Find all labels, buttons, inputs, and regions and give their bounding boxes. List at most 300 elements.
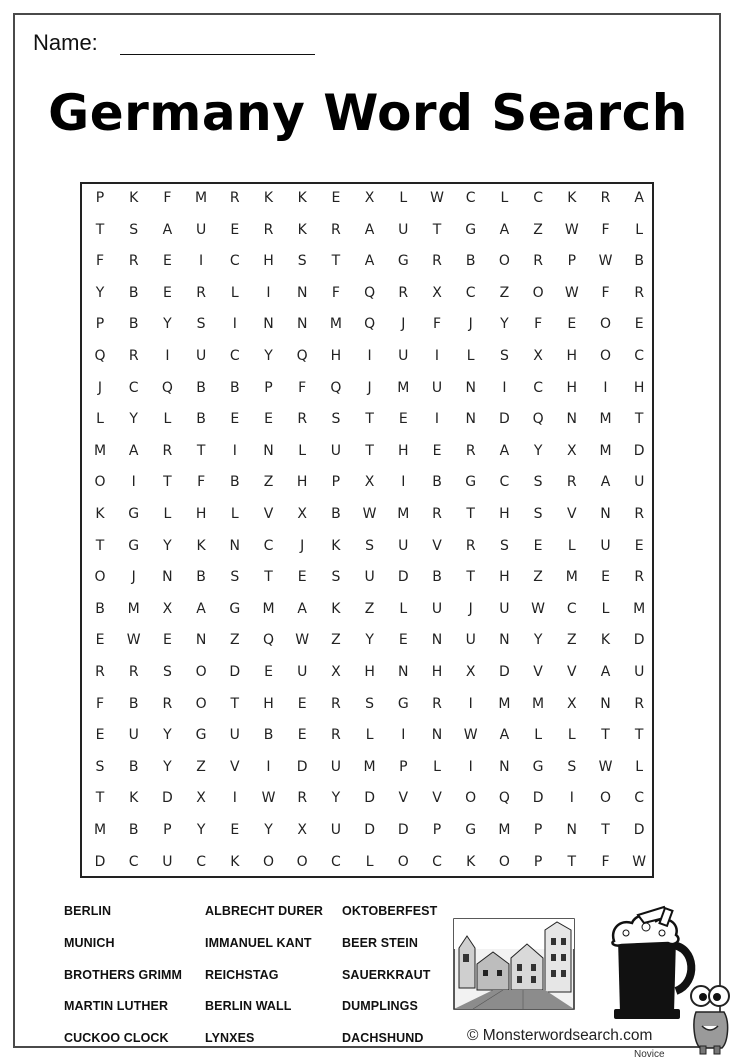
grid-letter[interactable]: Z: [567, 632, 577, 649]
grid-letter[interactable]: G: [195, 727, 207, 744]
grid-letter[interactable]: I: [569, 790, 574, 807]
grid-letter[interactable]: S: [567, 758, 577, 775]
grid-letter[interactable]: E: [230, 822, 240, 838]
grid-letter[interactable]: O: [498, 853, 510, 870]
grid-letter[interactable]: L: [635, 758, 644, 775]
grid-letter[interactable]: Y: [264, 348, 273, 364]
grid-letter[interactable]: N: [398, 664, 409, 680]
grid-letter[interactable]: I: [468, 695, 473, 712]
grid-letter[interactable]: R: [398, 284, 409, 301]
grid-letter[interactable]: V: [432, 537, 442, 554]
grid-letter[interactable]: O: [532, 284, 544, 301]
grid-letter[interactable]: H: [263, 695, 274, 712]
grid-letter[interactable]: T: [601, 822, 610, 838]
grid-letter[interactable]: O: [599, 348, 612, 364]
grid-letter[interactable]: X: [432, 284, 442, 301]
grid-letter[interactable]: V: [398, 790, 409, 807]
grid-letter[interactable]: N: [431, 727, 443, 744]
grid-letter[interactable]: W: [564, 221, 579, 238]
grid-letter[interactable]: N: [600, 695, 611, 712]
grid-letter[interactable]: I: [434, 411, 440, 428]
grid-letter[interactable]: T: [95, 790, 105, 807]
grid-letter[interactable]: X: [162, 600, 173, 617]
grid-letter[interactable]: B: [432, 569, 442, 586]
grid-letter[interactable]: U: [600, 537, 611, 554]
grid-letter[interactable]: O: [465, 790, 477, 807]
grid-letter[interactable]: R: [162, 695, 173, 712]
grid-letter[interactable]: N: [263, 316, 274, 333]
grid-letter[interactable]: F: [601, 853, 610, 870]
grid-letter[interactable]: A: [364, 253, 375, 270]
grid-letter[interactable]: H: [633, 379, 645, 396]
grid-letter[interactable]: Z: [533, 569, 543, 586]
grid-letter[interactable]: W: [564, 284, 579, 301]
grid-letter[interactable]: Y: [163, 316, 172, 333]
grid-letter[interactable]: K: [600, 632, 611, 649]
grid-letter[interactable]: U: [330, 442, 342, 459]
grid-letter[interactable]: T: [264, 569, 273, 586]
grid-letter[interactable]: A: [128, 442, 139, 459]
grid-letter[interactable]: H: [566, 348, 578, 364]
grid-letter[interactable]: L: [96, 411, 104, 428]
grid-letter[interactable]: Q: [330, 379, 342, 396]
grid-letter[interactable]: P: [95, 316, 105, 333]
grid-letter[interactable]: D: [364, 790, 375, 807]
grid-letter[interactable]: F: [95, 695, 105, 712]
grid-letter[interactable]: N: [600, 506, 611, 522]
grid-letter[interactable]: E: [634, 316, 644, 333]
grid-letter[interactable]: S: [533, 506, 543, 522]
grid-letter[interactable]: P: [533, 822, 543, 838]
grid-letter[interactable]: L: [635, 221, 644, 238]
grid-letter[interactable]: O: [94, 474, 106, 491]
grid-letter[interactable]: T: [365, 411, 374, 428]
grid-letter[interactable]: H: [263, 253, 274, 270]
grid-letter[interactable]: T: [230, 695, 240, 712]
grid-letter[interactable]: U: [229, 727, 240, 744]
grid-letter[interactable]: B: [229, 474, 240, 491]
grid-letter[interactable]: A: [162, 221, 173, 238]
grid-letter[interactable]: U: [364, 569, 375, 586]
grid-letter[interactable]: W: [295, 632, 310, 649]
grid-letter[interactable]: F: [95, 253, 105, 270]
grid-letter[interactable]: K: [297, 221, 307, 238]
grid-letter[interactable]: K: [129, 190, 139, 206]
grid-letter[interactable]: W: [126, 632, 141, 649]
grid-letter[interactable]: V: [263, 506, 274, 522]
grid-letter[interactable]: K: [196, 537, 206, 554]
grid-letter[interactable]: A: [499, 442, 510, 459]
grid-letter[interactable]: T: [634, 727, 644, 744]
grid-letter[interactable]: U: [431, 600, 443, 617]
grid-letter[interactable]: I: [199, 253, 204, 270]
grid-letter[interactable]: K: [331, 537, 341, 554]
grid-letter[interactable]: S: [162, 664, 172, 680]
grid-letter[interactable]: M: [633, 600, 646, 617]
grid-letter[interactable]: J: [401, 316, 406, 333]
grid-letter[interactable]: R: [297, 790, 308, 807]
grid-letter[interactable]: N: [162, 569, 173, 586]
grid-letter[interactable]: Q: [296, 348, 308, 364]
grid-letter[interactable]: C: [432, 853, 442, 870]
grid-letter[interactable]: U: [398, 537, 409, 554]
grid-letter[interactable]: A: [600, 474, 611, 491]
grid-letter[interactable]: A: [634, 190, 644, 206]
grid-letter[interactable]: E: [634, 537, 644, 554]
grid-letter[interactable]: F: [534, 316, 543, 333]
grid-letter[interactable]: D: [633, 822, 645, 838]
grid-letter[interactable]: O: [397, 853, 409, 870]
grid-letter[interactable]: R: [95, 664, 105, 680]
grid-letter[interactable]: Z: [499, 284, 510, 301]
grid-letter[interactable]: Z: [331, 632, 341, 649]
grid-letter[interactable]: T: [196, 442, 206, 459]
grid-letter[interactable]: M: [329, 316, 342, 333]
grid-letter[interactable]: G: [397, 695, 409, 712]
grid-letter[interactable]: A: [600, 664, 611, 680]
grid-letter[interactable]: G: [397, 253, 409, 270]
grid-letter[interactable]: E: [162, 632, 172, 649]
grid-letter[interactable]: U: [128, 727, 139, 744]
grid-letter[interactable]: M: [363, 758, 376, 775]
grid-letter[interactable]: U: [297, 664, 308, 680]
grid-letter[interactable]: Y: [196, 822, 206, 838]
grid-letter[interactable]: S: [297, 253, 307, 270]
grid-letter[interactable]: U: [398, 348, 409, 364]
grid-letter[interactable]: C: [533, 190, 543, 206]
grid-letter[interactable]: Y: [129, 411, 138, 428]
grid-letter[interactable]: S: [365, 695, 375, 712]
grid-letter[interactable]: M: [262, 600, 275, 617]
grid-letter[interactable]: M: [498, 822, 511, 838]
grid-letter[interactable]: X: [297, 822, 307, 838]
grid-letter[interactable]: G: [465, 822, 477, 838]
grid-letter[interactable]: Q: [364, 284, 376, 301]
grid-letter[interactable]: C: [229, 348, 240, 364]
grid-letter[interactable]: L: [399, 190, 408, 206]
grid-letter[interactable]: F: [163, 190, 172, 206]
grid-letter[interactable]: T: [95, 537, 105, 554]
grid-letter[interactable]: I: [232, 790, 237, 807]
grid-letter[interactable]: V: [533, 664, 543, 680]
grid-letter[interactable]: H: [398, 442, 409, 459]
grid-letter[interactable]: H: [296, 474, 308, 491]
grid-letter[interactable]: E: [601, 569, 610, 586]
grid-letter[interactable]: N: [296, 284, 308, 301]
grid-letter[interactable]: P: [331, 474, 341, 491]
grid-letter[interactable]: N: [465, 411, 476, 428]
grid-letter[interactable]: S: [196, 316, 206, 333]
grid-letter[interactable]: J: [97, 379, 103, 396]
grid-letter[interactable]: I: [603, 379, 608, 396]
grid-letter[interactable]: O: [195, 664, 207, 680]
grid-letter[interactable]: E: [398, 411, 408, 428]
grid-letter[interactable]: D: [296, 758, 308, 775]
grid-letter[interactable]: U: [499, 600, 510, 617]
grid-letter[interactable]: Q: [262, 632, 275, 649]
grid-letter[interactable]: W: [531, 600, 546, 617]
grid-letter[interactable]: C: [331, 853, 341, 870]
grid-letter[interactable]: S: [533, 474, 543, 491]
grid-letter[interactable]: D: [633, 632, 645, 649]
grid-letter[interactable]: C: [465, 284, 476, 301]
grid-letter[interactable]: L: [298, 442, 307, 459]
grid-letter[interactable]: R: [297, 411, 308, 428]
grid-letter[interactable]: R: [533, 253, 543, 270]
grid-letter[interactable]: E: [162, 253, 172, 270]
grid-letter[interactable]: B: [331, 506, 341, 522]
grid-letter[interactable]: Z: [263, 474, 274, 491]
grid-letter[interactable]: G: [465, 221, 477, 238]
grid-letter[interactable]: F: [432, 316, 442, 333]
grid-letter[interactable]: S: [95, 758, 105, 775]
grid-letter[interactable]: C: [566, 600, 577, 617]
grid-letter[interactable]: M: [565, 569, 578, 586]
grid-letter[interactable]: W: [598, 253, 613, 270]
grid-letter[interactable]: F: [298, 379, 307, 396]
grid-letter[interactable]: E: [432, 442, 442, 459]
grid-letter[interactable]: T: [601, 727, 610, 744]
grid-letter[interactable]: I: [232, 316, 237, 333]
grid-letter[interactable]: G: [128, 537, 140, 554]
grid-letter[interactable]: T: [634, 411, 644, 428]
grid-letter[interactable]: B: [128, 822, 139, 838]
grid-letter[interactable]: B: [263, 727, 274, 744]
grid-letter[interactable]: G: [465, 474, 477, 491]
grid-letter[interactable]: M: [532, 695, 545, 712]
grid-letter[interactable]: L: [433, 758, 441, 775]
grid-letter[interactable]: U: [634, 664, 645, 680]
grid-letter[interactable]: B: [128, 316, 139, 333]
grid-letter[interactable]: A: [364, 221, 375, 238]
grid-letter[interactable]: R: [432, 695, 442, 712]
grid-letter[interactable]: P: [95, 190, 105, 206]
grid-letter[interactable]: U: [195, 221, 207, 238]
grid-letter[interactable]: E: [95, 727, 105, 744]
grid-letter[interactable]: R: [331, 221, 341, 238]
grid-letter[interactable]: O: [498, 253, 510, 270]
grid-letter[interactable]: I: [266, 758, 271, 775]
grid-letter[interactable]: T: [95, 221, 105, 238]
grid-letter[interactable]: U: [398, 221, 409, 238]
grid-letter[interactable]: N: [263, 442, 274, 459]
grid-letter[interactable]: S: [331, 569, 341, 586]
grid-letter[interactable]: Y: [533, 632, 543, 649]
grid-letter[interactable]: W: [598, 758, 613, 775]
grid-letter[interactable]: C: [634, 790, 645, 807]
grid-letter[interactable]: Q: [498, 790, 510, 807]
grid-letter[interactable]: Z: [196, 758, 206, 775]
grid-letter[interactable]: N: [431, 632, 443, 649]
grid-letter[interactable]: J: [367, 379, 372, 396]
grid-letter[interactable]: M: [397, 506, 410, 522]
grid-letter[interactable]: F: [601, 284, 610, 301]
grid-letter[interactable]: Z: [230, 632, 240, 649]
grid-letter[interactable]: H: [499, 569, 510, 586]
grid-letter[interactable]: D: [364, 822, 375, 838]
grid-letter[interactable]: W: [430, 190, 444, 206]
grid-letter[interactable]: Q: [94, 348, 106, 364]
grid-letter[interactable]: Y: [533, 442, 543, 459]
grid-letter[interactable]: E: [230, 411, 240, 428]
grid-letter[interactable]: I: [232, 442, 237, 459]
grid-letter[interactable]: L: [466, 348, 475, 364]
grid-letter[interactable]: K: [297, 190, 307, 206]
grid-letter[interactable]: D: [229, 664, 241, 680]
grid-letter[interactable]: O: [296, 853, 308, 870]
grid-letter[interactable]: N: [195, 632, 207, 649]
grid-letter[interactable]: Y: [163, 727, 172, 744]
grid-letter[interactable]: F: [197, 474, 206, 491]
grid-letter[interactable]: R: [263, 221, 274, 238]
grid-letter[interactable]: E: [567, 316, 577, 333]
grid-letter[interactable]: M: [93, 822, 107, 838]
grid-letter[interactable]: Y: [331, 790, 341, 807]
grid-letter[interactable]: B: [465, 253, 476, 270]
grid-letter[interactable]: E: [264, 411, 273, 428]
grid-letter[interactable]: N: [465, 379, 476, 396]
grid-letter[interactable]: K: [567, 190, 577, 206]
grid-letter[interactable]: L: [365, 853, 374, 870]
grid-letter[interactable]: A: [297, 600, 307, 617]
grid-letter[interactable]: N: [566, 411, 578, 428]
grid-letter[interactable]: N: [296, 316, 308, 333]
grid-letter[interactable]: X: [465, 664, 476, 680]
grid-letter[interactable]: R: [196, 284, 206, 301]
grid-letter[interactable]: X: [364, 474, 375, 491]
grid-letter[interactable]: L: [163, 411, 172, 428]
grid-letter[interactable]: K: [263, 190, 274, 206]
grid-letter[interactable]: J: [468, 316, 473, 333]
grid-letter[interactable]: R: [465, 537, 476, 554]
grid-letter[interactable]: K: [230, 853, 240, 870]
grid-letter[interactable]: H: [566, 379, 578, 396]
grid-letter[interactable]: J: [131, 569, 136, 586]
grid-letter[interactable]: Q: [161, 379, 173, 396]
grid-letter[interactable]: F: [331, 284, 340, 301]
grid-letter[interactable]: R: [432, 506, 442, 522]
grid-letter[interactable]: K: [466, 853, 476, 870]
grid-letter[interactable]: P: [163, 822, 172, 838]
grid-letter[interactable]: T: [163, 474, 172, 491]
grid-letter[interactable]: U: [431, 379, 443, 396]
grid-letter[interactable]: R: [162, 442, 173, 459]
grid-letter[interactable]: L: [567, 727, 576, 744]
grid-letter[interactable]: I: [367, 348, 372, 364]
grid-letter[interactable]: L: [230, 284, 239, 301]
grid-letter[interactable]: E: [297, 727, 307, 744]
grid-letter[interactable]: V: [567, 506, 577, 522]
grid-letter[interactable]: C: [634, 348, 645, 364]
grid-letter[interactable]: C: [499, 474, 510, 491]
grid-letter[interactable]: S: [365, 537, 375, 554]
grid-letter[interactable]: I: [434, 348, 440, 364]
grid-letter[interactable]: D: [162, 790, 173, 807]
grid-letter[interactable]: C: [229, 253, 240, 270]
grid-letter[interactable]: P: [533, 853, 543, 870]
grid-letter[interactable]: L: [534, 727, 542, 744]
grid-letter[interactable]: E: [95, 632, 105, 649]
grid-letter[interactable]: U: [465, 632, 476, 649]
grid-letter[interactable]: B: [432, 474, 442, 491]
grid-letter[interactable]: C: [533, 379, 543, 396]
grid-letter[interactable]: L: [500, 190, 509, 206]
grid-letter[interactable]: L: [567, 537, 576, 554]
grid-letter[interactable]: G: [532, 758, 544, 775]
grid-letter[interactable]: D: [499, 411, 510, 428]
grid-letter[interactable]: U: [330, 758, 342, 775]
grid-letter[interactable]: Q: [364, 316, 376, 333]
grid-letter[interactable]: D: [397, 569, 409, 586]
grid-letter[interactable]: H: [499, 506, 510, 522]
grid-letter[interactable]: O: [599, 316, 612, 333]
grid-letter[interactable]: M: [127, 600, 140, 617]
grid-letter[interactable]: Y: [500, 316, 509, 333]
grid-letter[interactable]: U: [195, 348, 207, 364]
grid-letter[interactable]: M: [397, 379, 410, 396]
grid-letter[interactable]: C: [128, 853, 139, 870]
grid-letter[interactable]: S: [331, 411, 341, 428]
grid-letter[interactable]: H: [364, 664, 375, 680]
grid-letter[interactable]: A: [196, 600, 206, 617]
grid-letter[interactable]: B: [128, 758, 139, 775]
grid-letter[interactable]: H: [431, 664, 443, 680]
grid-letter[interactable]: T: [466, 569, 475, 586]
grid-letter[interactable]: W: [261, 790, 276, 807]
grid-letter[interactable]: R: [128, 664, 139, 680]
grid-letter[interactable]: M: [498, 695, 511, 712]
grid-letter[interactable]: V: [567, 664, 577, 680]
grid-letter[interactable]: S: [499, 537, 509, 554]
grid-letter[interactable]: U: [634, 474, 645, 491]
grid-letter[interactable]: R: [465, 442, 476, 459]
grid-letter[interactable]: C: [263, 537, 274, 554]
grid-letter[interactable]: M: [599, 442, 612, 459]
grid-letter[interactable]: A: [499, 727, 510, 744]
grid-letter[interactable]: X: [331, 664, 341, 680]
grid-letter[interactable]: S: [499, 348, 509, 364]
grid-letter[interactable]: V: [230, 758, 240, 775]
grid-letter[interactable]: I: [502, 379, 507, 396]
grid-letter[interactable]: B: [229, 379, 240, 396]
grid-letter[interactable]: F: [601, 221, 610, 238]
grid-letter[interactable]: W: [632, 853, 647, 870]
grid-letter[interactable]: I: [468, 758, 473, 775]
grid-letter[interactable]: R: [331, 727, 341, 744]
grid-letter[interactable]: T: [331, 253, 341, 270]
grid-letter[interactable]: K: [331, 600, 341, 617]
grid-letter[interactable]: X: [297, 506, 307, 522]
grid-letter[interactable]: D: [397, 822, 409, 838]
grid-letter[interactable]: E: [331, 190, 341, 206]
grid-letter[interactable]: L: [365, 727, 374, 744]
grid-letter[interactable]: B: [128, 284, 139, 301]
grid-letter[interactable]: G: [128, 506, 140, 522]
grid-letter[interactable]: I: [266, 284, 271, 301]
grid-letter[interactable]: P: [399, 758, 408, 775]
name-line[interactable]: [120, 54, 315, 55]
grid-letter[interactable]: V: [432, 790, 442, 807]
grid-letter[interactable]: E: [398, 632, 408, 649]
grid-letter[interactable]: H: [195, 506, 207, 522]
grid-letter[interactable]: Y: [365, 632, 374, 649]
grid-letter[interactable]: N: [499, 632, 510, 649]
grid-letter[interactable]: R: [634, 506, 645, 522]
grid-letter[interactable]: Y: [95, 284, 105, 301]
grid-letter[interactable]: J: [468, 600, 473, 617]
grid-letter[interactable]: Y: [163, 758, 172, 775]
grid-letter[interactable]: C: [196, 853, 206, 870]
